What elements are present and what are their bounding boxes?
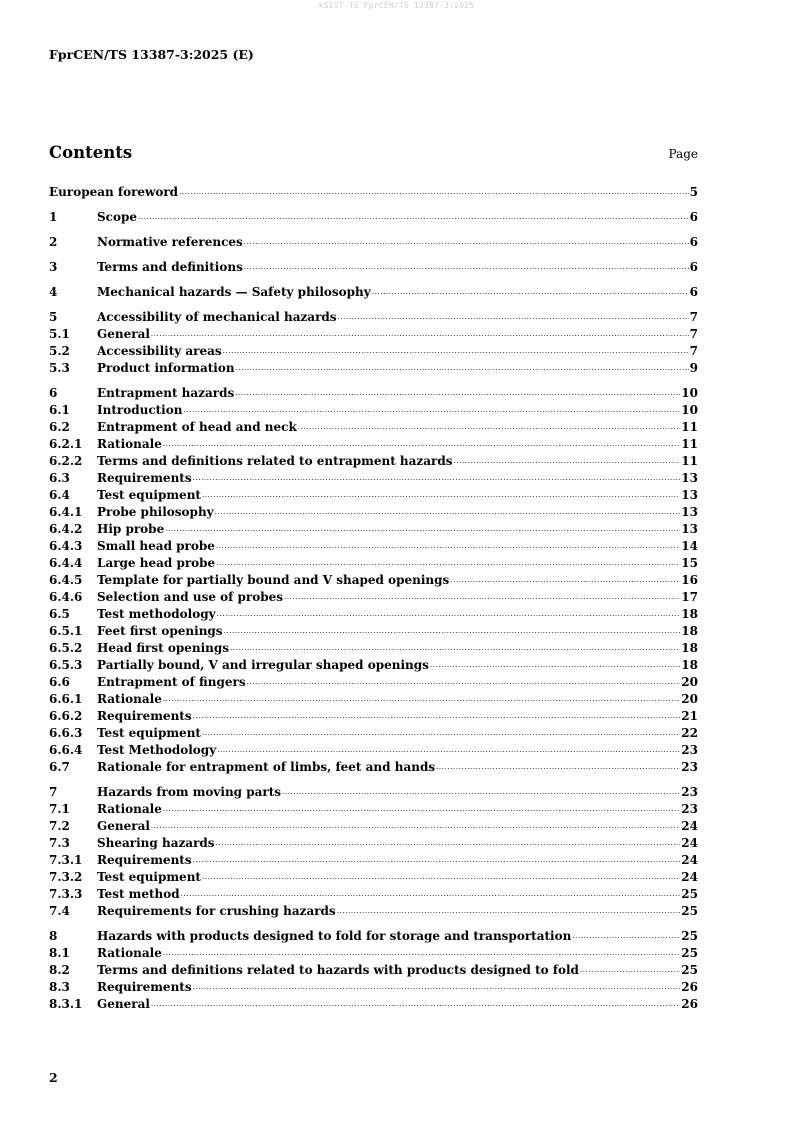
toc-entry-number: 6.6.2 xyxy=(49,709,83,723)
toc-entry[interactable] xyxy=(49,903,698,920)
toc-entry-title: Product information xyxy=(97,361,235,375)
toc-entry-page: 11 xyxy=(681,437,698,451)
toc-entry-title: Entrapment hazards xyxy=(97,386,235,400)
toc-entry-number: 6.4.1 xyxy=(49,505,83,519)
toc-entry-number: 8 xyxy=(49,929,58,943)
toc-entry[interactable] xyxy=(49,996,698,1013)
toc-entry-page: 26 xyxy=(681,997,698,1011)
toc-entry-number: 6.6.3 xyxy=(49,726,83,740)
toc-entry-page: 13 xyxy=(681,522,698,536)
dot-leader xyxy=(244,257,689,276)
toc-entry-number: 6.4.3 xyxy=(49,539,83,553)
toc-entry-title: Rationale xyxy=(97,437,162,451)
toc-entry-number: 6.5.3 xyxy=(49,658,83,672)
dot-leader xyxy=(244,232,689,251)
toc-entry-title: Terms and definitions related to hazards with products designed to fold xyxy=(97,963,579,977)
toc-entry-title: Requirements xyxy=(97,980,192,994)
toc-entry-number: 7 xyxy=(49,785,58,799)
toc-entry-title: Hip probe xyxy=(97,522,165,536)
toc-entry-page: 11 xyxy=(681,420,698,434)
toc-entry-title: General xyxy=(97,819,150,833)
document-id: FprCEN/TS 13387-3:2025 (E) xyxy=(49,47,254,62)
toc-entry-number: 7.3.1 xyxy=(49,853,83,867)
toc-entry-page: 13 xyxy=(681,488,698,502)
contents-heading: Contents xyxy=(49,143,133,162)
toc-entry-page: 21 xyxy=(681,709,698,723)
toc-entry-title: Hazards from moving parts xyxy=(97,785,282,799)
toc-entry-page: 11 xyxy=(681,454,698,468)
toc-entry-page: 25 xyxy=(681,929,698,943)
toc-entry-number: 6.4.2 xyxy=(49,522,83,536)
toc-entry-page: 7 xyxy=(689,327,698,341)
dot-leader xyxy=(337,901,681,920)
toc-entry-title: Requirements xyxy=(97,853,192,867)
toc-entry[interactable] xyxy=(49,184,698,201)
toc-entry-title: Small head probe xyxy=(97,539,215,553)
toc-entry-page: 6 xyxy=(689,235,698,249)
toc-entry-number: 8.2 xyxy=(49,963,70,977)
toc-entry-page: 6 xyxy=(689,210,698,224)
toc-entry-number: 6.4.4 xyxy=(49,556,83,570)
toc-entry[interactable] xyxy=(49,360,698,377)
toc-entry-page: 6 xyxy=(689,285,698,299)
toc-entry-page: 23 xyxy=(681,785,698,799)
toc-entry-page: 26 xyxy=(681,980,698,994)
toc-entry[interactable] xyxy=(49,234,698,251)
watermark: kSIST-TS FprCEN/TS 13387-3:2025 xyxy=(318,1,475,10)
toc-entry-title: Test equipment xyxy=(97,870,201,884)
toc-entry-number: 2 xyxy=(49,235,58,249)
toc-entry-page: 13 xyxy=(681,471,698,485)
dot-leader xyxy=(372,282,689,301)
toc-entry-page: 18 xyxy=(681,624,698,638)
toc-entry-title: Selection and use of probes xyxy=(97,590,284,604)
toc-entry-title: General xyxy=(97,997,150,1011)
toc-entry-page: 16 xyxy=(681,573,698,587)
toc-entry[interactable] xyxy=(49,284,698,301)
toc-entry-title: Large head probe xyxy=(97,556,216,570)
toc-entry-number: 7.3.3 xyxy=(49,887,83,901)
toc-entry-number: 5.3 xyxy=(49,361,70,375)
toc-entry-title: Accessibility of mechanical hazards xyxy=(97,310,337,324)
toc-entry-page: 17 xyxy=(681,590,698,604)
toc-entry-title: Terms and definitions xyxy=(97,260,243,274)
toc-entry-number: 6.5 xyxy=(49,607,70,621)
toc-entry-number: 6.2.1 xyxy=(49,437,83,451)
toc-entry-number: 6.1 xyxy=(49,403,70,417)
toc-entry[interactable] xyxy=(49,759,698,776)
toc-entry-title: Requirements xyxy=(97,471,192,485)
toc-entry-title: Entrapment of head and neck xyxy=(97,420,297,434)
toc-entry-number: 7.3.2 xyxy=(49,870,83,884)
dot-leader xyxy=(436,757,680,776)
toc-entry-page: 22 xyxy=(681,726,698,740)
toc-entry-page: 14 xyxy=(681,539,698,553)
toc-entry-page: 23 xyxy=(681,743,698,757)
page-number: 2 xyxy=(49,1070,58,1085)
toc-entry-page: 25 xyxy=(681,963,698,977)
toc-entry[interactable] xyxy=(49,209,698,226)
toc-entry-number: 7.2 xyxy=(49,819,70,833)
toc-entry-number: 6 xyxy=(49,386,58,400)
toc-entry-number: 7.3 xyxy=(49,836,70,850)
toc-entry-page: 18 xyxy=(681,607,698,621)
toc-entry-number: 4 xyxy=(49,285,58,299)
table-of-contents xyxy=(49,184,698,1013)
toc-entry-title: Shearing hazards xyxy=(97,836,215,850)
toc-entry-title: Head first openings xyxy=(97,641,230,655)
toc-entry-title: Template for partially bound and V shaped openings xyxy=(97,573,450,587)
toc-entry-title: European foreword xyxy=(49,185,179,199)
toc-entry-number: 6.6 xyxy=(49,675,70,689)
toc-entry-page: 23 xyxy=(681,760,698,774)
page-column-label: Page xyxy=(668,147,698,161)
toc-entry-title: General xyxy=(97,327,150,341)
toc-entry-title: Terms and definitions related to entrapment hazards xyxy=(97,454,453,468)
toc-entry-title: Rationale xyxy=(97,692,162,706)
toc-entry-page: 23 xyxy=(681,802,698,816)
toc-entry-number: 7.4 xyxy=(49,904,70,918)
toc-entry-title: Rationale xyxy=(97,802,162,816)
toc-entry-title: Rationale for entrapment of limbs, feet and hands xyxy=(97,760,436,774)
toc-entry-page: 20 xyxy=(681,692,698,706)
toc-entry-title: Requirements xyxy=(97,709,192,723)
toc-entry-page: 10 xyxy=(681,403,698,417)
toc-entry-number: 6.3 xyxy=(49,471,70,485)
toc-entry-page: 13 xyxy=(681,505,698,519)
toc-entry-number: 8.3.1 xyxy=(49,997,83,1011)
toc-entry-page: 24 xyxy=(681,836,698,850)
toc-entry-page: 25 xyxy=(681,904,698,918)
toc-entry-page: 6 xyxy=(689,260,698,274)
toc-entry-page: 7 xyxy=(689,310,698,324)
toc-entry-page: 9 xyxy=(689,361,698,375)
dot-leader xyxy=(236,358,689,377)
toc-entry-page: 24 xyxy=(681,870,698,884)
toc-entry-number: 6.4 xyxy=(49,488,70,502)
toc-entry-title: Test method xyxy=(97,887,180,901)
toc-entry-page: 18 xyxy=(681,641,698,655)
toc-entry-title: Rationale xyxy=(97,946,162,960)
dot-leader xyxy=(179,182,689,201)
toc-entry-title: Requirements for crushing hazards xyxy=(97,904,336,918)
toc-entry-title: Normative references xyxy=(97,235,243,249)
toc-entry-page: 7 xyxy=(689,344,698,358)
toc-entry-title: Accessibility areas xyxy=(97,344,222,358)
toc-entry-number: 5 xyxy=(49,310,58,324)
toc-entry-number: 8.1 xyxy=(49,946,70,960)
toc-entry-title: Entrapment of fingers xyxy=(97,675,246,689)
toc-entry-page: 20 xyxy=(681,675,698,689)
toc-entry-number: 6.5.2 xyxy=(49,641,83,655)
toc-entry[interactable] xyxy=(49,259,698,276)
toc-entry-number: 6.6.4 xyxy=(49,743,83,757)
dot-leader xyxy=(151,994,680,1013)
toc-entry-title: Test methodology xyxy=(97,607,216,621)
toc-entry-number: 6.6.1 xyxy=(49,692,83,706)
dot-leader xyxy=(138,207,689,226)
toc-entry-number: 6.2.2 xyxy=(49,454,83,468)
toc-entry-page: 24 xyxy=(681,819,698,833)
toc-entry-page: 24 xyxy=(681,853,698,867)
toc-entry-number: 7.1 xyxy=(49,802,70,816)
toc-entry-title: Introduction xyxy=(97,403,183,417)
toc-entry-page: 25 xyxy=(681,887,698,901)
toc-entry-title: Probe philosophy xyxy=(97,505,214,519)
toc-entry-number: 3 xyxy=(49,260,58,274)
toc-entry-title: Mechanical hazards — Safety philosophy xyxy=(97,285,371,299)
toc-entry-number: 6.4.6 xyxy=(49,590,83,604)
toc-entry-title: Feet first openings xyxy=(97,624,223,638)
toc-entry-number: 5.2 xyxy=(49,344,70,358)
toc-entry-number: 6.5.1 xyxy=(49,624,83,638)
toc-entry-number: 1 xyxy=(49,210,58,224)
toc-entry-title: Test Methodology xyxy=(97,743,217,757)
toc-entry-title: Test equipment xyxy=(97,488,201,502)
toc-entry-number: 6.7 xyxy=(49,760,70,774)
toc-entry-title: Test equipment xyxy=(97,726,201,740)
toc-entry-number: 6.4.5 xyxy=(49,573,83,587)
toc-entry-page: 15 xyxy=(681,556,698,570)
toc-entry-number: 5.1 xyxy=(49,327,70,341)
toc-entry-title: Partially bound, V and irregular shaped openings xyxy=(97,658,429,672)
toc-entry-number: 6.2 xyxy=(49,420,70,434)
toc-entry-page: 25 xyxy=(681,946,698,960)
toc-entry-title: Hazards with products designed to fold for storage and transportation xyxy=(97,929,572,943)
toc-entry-page: 18 xyxy=(681,658,698,672)
toc-entry-number: 8.3 xyxy=(49,980,70,994)
toc-entry-page: 5 xyxy=(689,185,698,199)
toc-entry-page: 10 xyxy=(681,386,698,400)
toc-entry-title: Scope xyxy=(97,210,138,224)
